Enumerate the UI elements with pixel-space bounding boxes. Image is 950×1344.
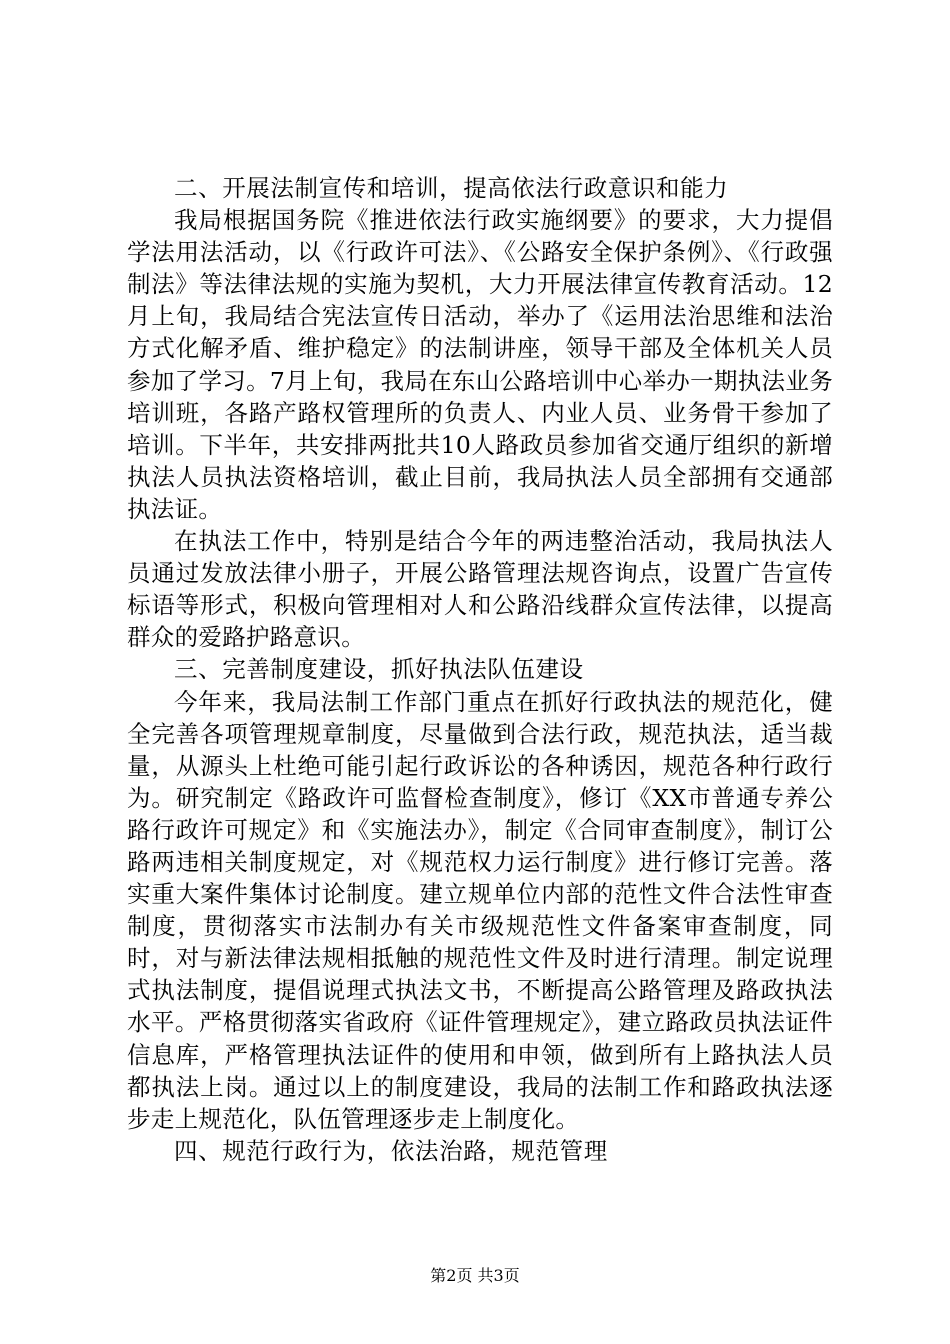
paragraph-enforcement-publicity: 在执法工作中，特别是结合今年的两违整治活动，我局执法人员通过发放法律小册子，开展公路管理法规咨询点，设置广告宣传标语等形式，积极向管理相对人和公路沿线群众宣传法律，以提高群众的爱路护路意识。 [127, 527, 833, 652]
section-heading-3: 三、完善制度建设，抓好执法队伍建设 [174, 655, 584, 684]
section-heading-4: 四、规范行政行为，依法治路，规范管理 [174, 1136, 608, 1165]
paragraph-legal-training: 我局根据国务院《推进依法行政实施纲要》的要求，大力提倡学法用法活动，以《行政许可法》、《公路安全保护条例》、《行政强制法》等法律法规的实施为契机，大力开展法律宣传教育活动。12月上旬，我局结合宪法宣传日活动，举办了《运用法治思维和法治方式化解矛盾、维护稳定》的法制讲座，领导干部及全体机关人员参加了学习。7月上旬，我局在东山公路培训中心举办一期执法业务培训班，各路产路权管理所的负责人、内业人员、业务骨干参加了培训。下半年，共安排两批共10人路政员参加省交通厅组织的新增执法人员执法资格培训，截止目前，我局执法人员全部拥有交通部执法证。 [127, 206, 833, 523]
document-body [127, 172, 833, 1167]
paragraph-system-building: 今年来，我局法制工作部门重点在抓好行政执法的规范化，健全完善各项管理规章制度，尽量做到合法行政，规范执法，适当裁量，从源头上杜绝可能引起行政诉讼的各种诱因，规范各种行政行为。研究制定《路政许可监督检查制度》，修订《XX市普通专养公路行政许可规定》和《实施法办》，制定《合同审查制度》，制订公路两违相关制度规定，对《规范权力运行制度》进行修订完善。落实重大案件集体讨论制度。建立规单位内部的范性文件合法性审查制度，贯彻落实市法制办有关市级规范性文件备案审查制度，同时，对与新法律法规相抵触的规范性文件及时进行清理。制定说理式执法制度，提倡说理式执法文书，不断提高公路管理及路政执法水平。严格贯彻落实省政府《证件管理规定》，建立路政员执法证件信息库，严格管理执法证件的使用和申领，做到所有上路执法人员都执法上岗。通过以上的制度建设，我局的法制工作和路政执法逐步走上规范化，队伍管理逐步走上制度化。 [127, 687, 833, 1133]
page-footer: 第2页 共3页 [430, 1266, 520, 1285]
section-heading-2: 二、开展法制宣传和培训，提高依法行政意识和能力 [174, 174, 729, 202]
